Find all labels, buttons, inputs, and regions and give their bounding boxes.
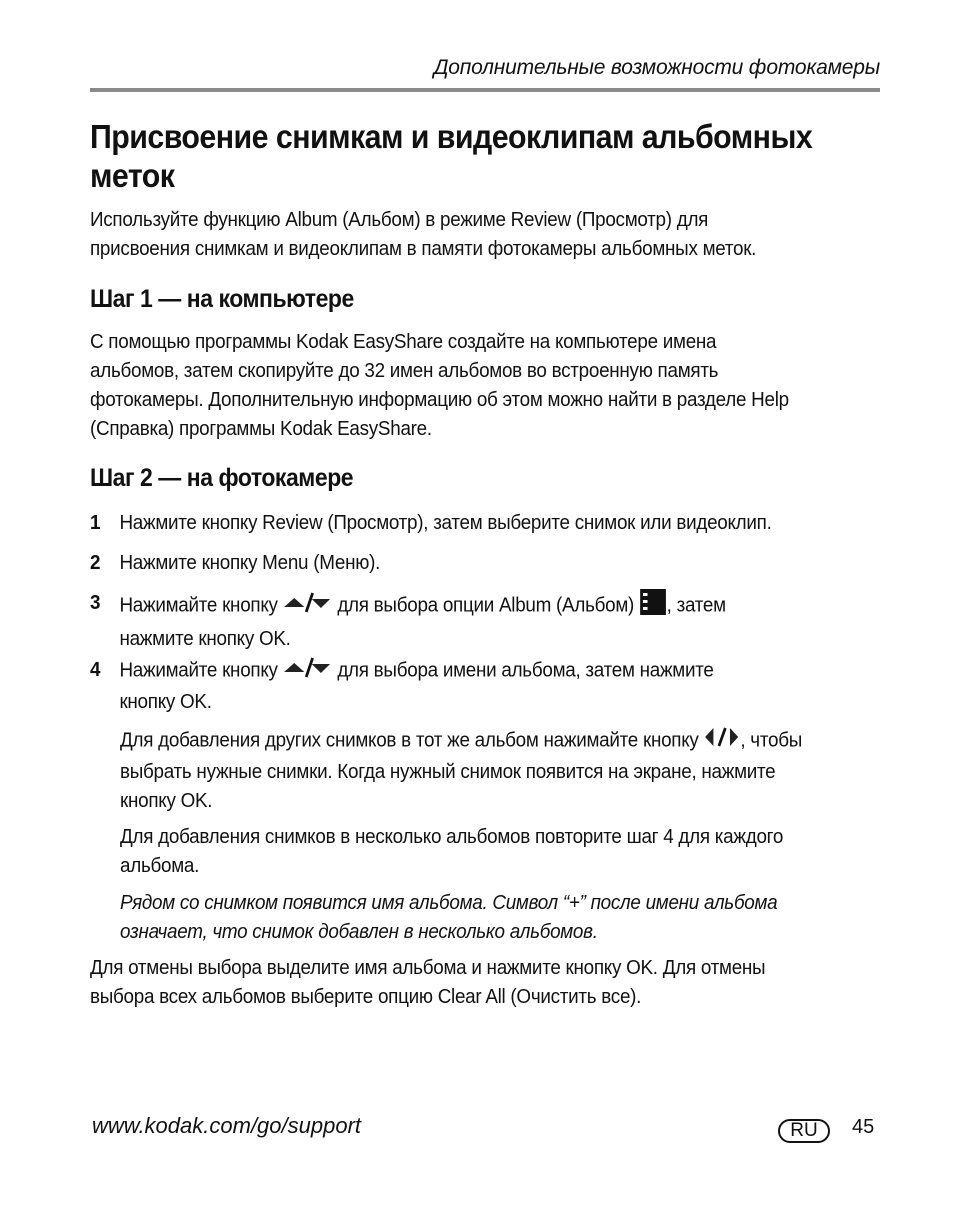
step1-line-3: фотокамеры. Дополнительную информацию об этом можно найти в разделе Help	[90, 388, 789, 411]
step-number: 2	[90, 551, 101, 574]
step1-line-1: С помощью программы Kodak EasyShare создайте на компьютере имена	[90, 330, 717, 353]
intro-paragraph	[90, 205, 826, 263]
list-item	[90, 588, 844, 653]
closing-paragraph	[90, 953, 826, 1011]
note2-line-2: альбома.	[120, 854, 200, 877]
note-album-name-shown	[120, 888, 874, 946]
album-icon	[639, 588, 667, 624]
up-down-arrows-icon	[283, 590, 333, 622]
step4-line-2: кнопку OK.	[119, 690, 212, 713]
note-add-same-album	[120, 725, 874, 815]
step-text	[119, 588, 844, 653]
page-title	[90, 117, 817, 195]
note2-line-1: Для добавления снимков в несколько альбомов повторите шаг 4 для каждого	[120, 825, 784, 848]
step1-heading: Шаг 1 — на компьютере	[90, 285, 354, 313]
step3-line-2: нажмите кнопку OK.	[119, 627, 291, 650]
step-number: 1	[90, 511, 101, 534]
step3-text-a: Нажимайте кнопку	[119, 593, 278, 617]
note1-text-a: Для добавления других снимков в тот же альбом нажимайте кнопку	[120, 728, 699, 752]
step1-line-2: альбомов, затем скопируйте до 32 имен альбомов во встроенную память	[90, 359, 719, 382]
step1-paragraph	[90, 327, 826, 443]
note3-line-2: означает, что снимок добавлен в несколько альбомов.	[120, 920, 598, 943]
step-text	[119, 655, 844, 716]
step1-line-4: (Справка) программы Kodak EasyShare.	[90, 417, 432, 440]
title-line-1: Присвоение снимкам и видеоклипам альбомных	[90, 118, 813, 155]
intro-line-2: присвоения снимкам и видеоклипам в памяти фотокамеры альбомных меток.	[90, 237, 757, 260]
closing-line-1: Для отмены выбора выделите имя альбома и нажмите кнопку OK. Для отмены	[90, 956, 766, 979]
step4-text-a: Нажимайте кнопку	[119, 658, 278, 682]
title-line-2: меток	[90, 157, 175, 194]
note1-text-b: , чтобы	[740, 728, 803, 752]
header-rule	[90, 88, 880, 92]
step-number: 4	[90, 658, 101, 681]
list-item	[90, 655, 844, 716]
page-number: 45	[852, 1116, 875, 1138]
note-multiple-albums	[120, 822, 874, 880]
step4-text-b: для выбора имени альбома, затем нажмите	[337, 658, 714, 682]
step-number: 3	[90, 591, 101, 614]
step3-text-c: , затем	[666, 593, 726, 617]
up-down-arrows-icon	[283, 655, 333, 687]
closing-line-2: выбора всех альбомов выберите опцию Clear All (Очистить все).	[90, 985, 642, 1008]
note1-line-2: выбрать нужные снимки. Когда нужный снимок появится на экране, нажмите	[120, 760, 776, 783]
running-header: Дополнительные возможности фотокамеры	[433, 56, 880, 79]
step2-heading: Шаг 2 — на фотокамере	[90, 464, 354, 492]
list-item	[90, 548, 844, 577]
footer-url: www.kodak.com/go/support	[92, 1113, 362, 1138]
note1-line-3: кнопку OK.	[120, 789, 213, 812]
step3-text-b: для выбора опции Album (Альбом)	[337, 593, 635, 617]
step-text: Нажмите кнопку Review (Просмотр), затем выберите снимок или видеоклип.	[119, 511, 772, 534]
step-text: Нажмите кнопку Menu (Меню).	[119, 551, 381, 574]
left-right-arrows-icon	[704, 725, 741, 757]
list-item	[90, 508, 844, 537]
note3-line-1: Рядом со снимком появится имя альбома. Символ “+” после имени альбома	[120, 891, 778, 914]
language-badge: RU	[778, 1119, 830, 1143]
intro-line-1: Используйте функцию Album (Альбом) в режиме Review (Просмотр) для	[90, 208, 709, 231]
